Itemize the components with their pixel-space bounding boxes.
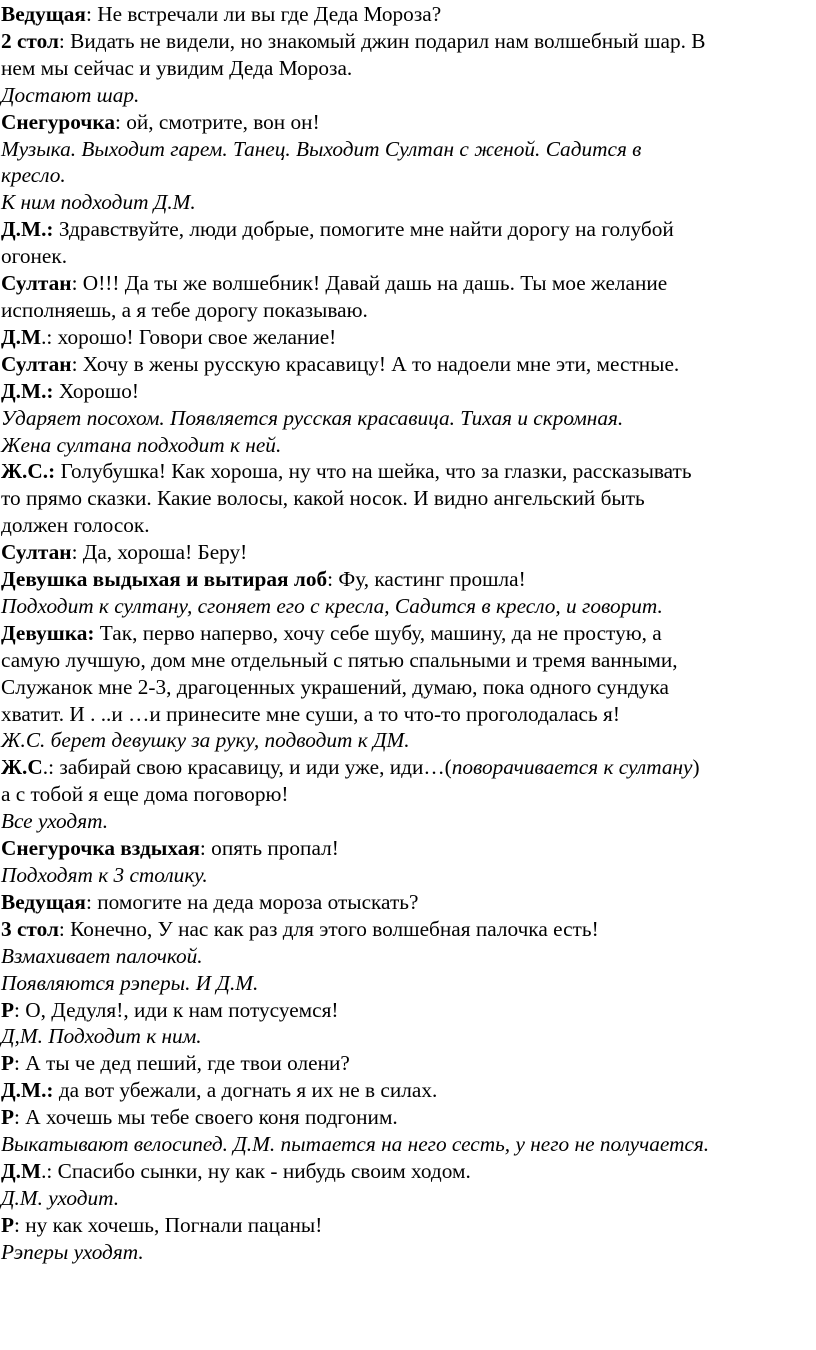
speech-line — [1, 458, 813, 485]
speech-text: то прямо сказки. Какие волосы, какой носок. И видно ангельский быть — [1, 486, 645, 511]
speech-line — [1, 1158, 813, 1185]
stage-direction-line — [1, 1185, 813, 1212]
speech-text: Хочу в жены русскую красавицу! А то надоели мне эти, местные. — [77, 351, 680, 376]
stage-direction-text: Музыка. Выходит гарем. Танец. Выходит Султан с женой. Садится в — [1, 136, 642, 161]
speech-line — [1, 835, 813, 862]
speaker-separator: : — [85, 2, 92, 26]
stage-direction-text: Подходят к 3 столику. — [1, 863, 208, 887]
speech-line — [1, 701, 813, 728]
speaker-separator: : — [114, 109, 121, 134]
speech-line — [1, 1104, 813, 1131]
speech-text: Так, перво наперво, хочу себе шубу, машину, да не простую, а — [94, 620, 662, 645]
speech-line — [1, 351, 813, 378]
stage-direction-text: Подходит к султану, сгоняет его с кресла, Садится в кресло, и говорит. — [1, 593, 663, 618]
speaker-name: Снегурочка вздыхая — [1, 836, 200, 861]
speaker-name: Султан — [1, 540, 72, 565]
speech-text: Служанок мне 2-3, драгоценных украшений, думаю, пока одного сундука — [1, 674, 669, 699]
speech-line — [1, 781, 813, 808]
speaker-name: Д.М.: — [1, 217, 54, 242]
speech-line — [1, 324, 813, 351]
speech-line — [1, 620, 813, 647]
speech-text: Спасибо сынки, ну как - нибудь своим ходом. — [52, 1158, 471, 1183]
speech-line — [1, 674, 813, 701]
speech-line — [1, 28, 813, 55]
speaker-separator: : — [71, 351, 78, 376]
speaker-separator: : — [71, 540, 78, 565]
speaker-separator: : — [58, 916, 65, 941]
stage-direction-line — [1, 432, 813, 459]
speech-text: Видать не видели, но знакомый джин подарил нам волшебный шар. В — [64, 28, 706, 53]
speech-line — [1, 1077, 813, 1104]
stage-direction-line — [1, 189, 813, 216]
stage-direction-line — [1, 1239, 813, 1266]
speech-text: А хочешь мы тебе своего коня подгоним. — [19, 1105, 398, 1130]
speech-text: огонек. — [1, 244, 68, 269]
speaker-name: Ж.С.: — [1, 459, 56, 484]
stage-direction-text: кресло. — [1, 163, 66, 188]
speaker-name: Д.М.: — [1, 378, 54, 403]
speaker-name: Р — [1, 1051, 15, 1076]
stage-direction-text: Д.М. уходит. — [1, 1185, 120, 1210]
speech-text: должен голосок. — [1, 513, 150, 538]
speech-line — [1, 566, 813, 593]
speaker-name: Р — [1, 1105, 15, 1130]
speaker-name: 2 стол — [1, 28, 59, 53]
speaker-name: Ж.С — [1, 755, 43, 780]
speaker-name: Ведущая — [1, 2, 86, 26]
speech-line — [1, 55, 813, 82]
speaker-name: 3 стол — [1, 916, 59, 941]
speech-text: ну как хочешь, Погнали пацаны! — [19, 1212, 323, 1237]
speaker-name: Р — [1, 1212, 15, 1237]
speech-text: нем мы сейчас и увидим Деда Мороза. — [1, 55, 353, 80]
speech-text: ой, смотрите, вон он! — [120, 109, 320, 134]
speech-text: самую лучшую, дом мне отдельный с пятью спальными и тремя ванными, — [1, 647, 678, 672]
stage-direction-line — [1, 162, 813, 189]
speaker-separator: .: — [42, 755, 55, 780]
speech-text: Голубушка! Как хороша, ну что на шейка, что за глазки, рассказывать — [55, 459, 692, 484]
speech-line — [1, 997, 813, 1024]
speech-line — [1, 754, 813, 781]
stage-direction-text: Ударяет посохом. Появляется русская красавица. Тихая и скромная. — [1, 405, 624, 430]
stage-direction-line — [1, 1131, 813, 1158]
stage-direction-text: Достают шар. — [1, 82, 140, 107]
stage-direction-line — [1, 593, 813, 620]
speaker-separator: .: — [41, 1158, 53, 1183]
speech-line — [1, 539, 813, 566]
stage-direction-line — [1, 808, 813, 835]
speech-line — [1, 512, 813, 539]
speaker-name: Р — [1, 997, 15, 1022]
speaker-separator: : — [85, 889, 92, 914]
speech-line — [1, 916, 813, 943]
stage-direction-text: Появляются рэперы. И Д.М. — [1, 970, 259, 995]
speaker-name: Девушка: — [1, 620, 95, 645]
speech-text: а с тобой я еще дома поговорю! — [1, 782, 289, 807]
speech-line — [1, 216, 813, 243]
stage-direction-text: Рэперы уходят. — [1, 1239, 144, 1264]
speaker-separator: : — [327, 567, 334, 592]
speaker-separator: : — [58, 28, 65, 53]
speech-text: Фу, кастинг прошла! — [333, 567, 526, 592]
speaker-separator: : — [199, 836, 206, 861]
speaker-name: Снегурочка — [1, 109, 115, 134]
stage-direction-line — [1, 970, 813, 997]
speaker-name: Султан — [1, 271, 72, 296]
stage-direction-line — [1, 82, 813, 109]
speaker-name: Д.М.: — [1, 1078, 54, 1103]
stage-direction-line — [1, 862, 813, 889]
speech-line — [1, 1050, 813, 1077]
speech-line — [1, 109, 813, 136]
speech-line — [1, 270, 813, 297]
speaker-name: Д.М — [1, 324, 42, 349]
speech-text: хорошо! Говори свое желание! — [52, 324, 337, 349]
speaker-separator: : — [14, 1105, 20, 1130]
speaker-name: Султан — [1, 351, 72, 376]
speech-text: Хорошо! — [53, 378, 139, 403]
stage-direction-line — [1, 943, 813, 970]
speech-text: Да, хороша! Беру! — [77, 540, 248, 565]
speaker-name: Девушка выдыхая и вытирая лоб — [1, 567, 328, 592]
speaker-separator: : — [71, 271, 78, 296]
speaker-separator: .: — [41, 324, 53, 349]
stage-direction-text: Взмахивает палочкой. — [1, 943, 203, 968]
inline-stage-direction: поворачивается к султану — [451, 755, 693, 780]
speech-text: помогите на деда мороза отыскать? — [91, 889, 419, 914]
speech-line — [1, 297, 813, 324]
stage-direction-line — [1, 1023, 813, 1050]
stage-direction-text: Все уходят. — [1, 809, 109, 834]
stage-direction-text: Д,М. Подходит к ним. — [1, 1024, 202, 1049]
speech-line — [1, 1, 813, 28]
speech-text: опять пропал! — [205, 836, 339, 861]
speech-line — [1, 647, 813, 674]
stage-direction-text: Жена султана подходит к ней. — [1, 432, 282, 457]
speaker-separator: : — [14, 1212, 20, 1237]
stage-direction-text: Выкатывают велосипед. Д.М. пытается на него сесть, у него не получается. — [1, 1132, 710, 1157]
speech-text: Здравствуйте, люди добрые, помогите мне найти дорогу на голубой — [53, 217, 674, 242]
speech-line — [1, 485, 813, 512]
speaker-name: Ведущая — [1, 889, 86, 914]
speech-text: Конечно, У нас как раз для этого волшебная палочка есть! — [64, 916, 599, 941]
speech-text: О, Дедуля!, иди к нам потусуемся! — [19, 997, 339, 1022]
closing-paren: ) — [692, 755, 700, 780]
speech-text: да вот убежали, а догнать я их не в силах. — [53, 1078, 438, 1103]
stage-direction-line — [1, 727, 813, 754]
speech-line — [1, 1212, 813, 1239]
speech-line — [1, 889, 813, 916]
speaker-name: Д.М — [1, 1158, 42, 1183]
speech-text: исполняешь, а я тебе дорогу показываю. — [1, 297, 368, 322]
script-document — [1, 1, 813, 1266]
speech-text: забирай свою красавицу, и иди уже, иди…( — [54, 755, 452, 780]
speaker-separator: : — [14, 997, 20, 1022]
speech-text: хватит. И . ..и …и принесите мне суши, а то что-то проголодалась я! — [1, 701, 620, 726]
stage-direction-line — [1, 405, 813, 432]
stage-direction-line — [1, 136, 813, 163]
speech-text: О!!! Да ты же волшебник! Давай дашь на дашь. Ты мое желание — [77, 271, 668, 296]
stage-direction-text: К ним подходит Д.М. — [1, 190, 196, 215]
speech-line — [1, 243, 813, 270]
speech-text: А ты че дед пеший, где твои олени? — [19, 1051, 350, 1076]
speaker-separator: : — [14, 1051, 20, 1076]
speech-text: Не встречали ли вы где Деда Мороза? — [91, 2, 442, 26]
speech-line — [1, 378, 813, 405]
stage-direction-text: Ж.С. берет девушку за руку, подводит к ДМ. — [1, 728, 410, 753]
